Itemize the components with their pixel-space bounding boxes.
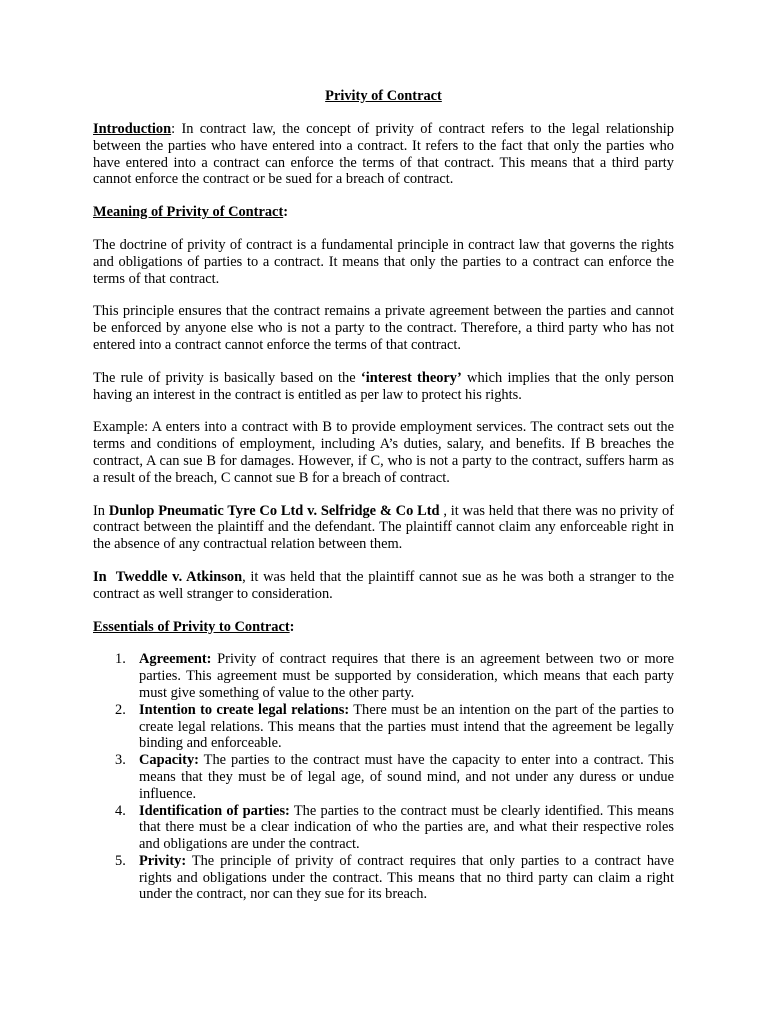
interest-theory-term: ‘interest theory’ (360, 369, 462, 386)
intro-paragraph (93, 121, 674, 188)
list-item (93, 853, 674, 903)
list-item (93, 752, 674, 802)
intro-label: Introduction (93, 121, 172, 137)
tweddle-case-after: , it was held that the plaintiff cannot sue as he was both a stranger to the contract as well stranger to consideration. (93, 568, 674, 602)
list-item-term: Privity: (139, 852, 187, 869)
list-item-number: 4. (115, 802, 126, 819)
dunlop-case-after: , it was held that there was no privity of contract between the plaintiff and the defendant. The plaintiff cannot claim any enforceable right in the absence of any contractual relation between them. (93, 502, 674, 553)
essentials-heading-text: Essentials of Privity to Contract (93, 618, 290, 635)
essentials-list (93, 651, 674, 903)
list-item-term: Intention to create legal relations: (139, 701, 350, 718)
dunlop-case-before: In (93, 502, 109, 519)
list-item (93, 651, 674, 701)
list-item-text: The principle of privity of contract requires that only parties to a contract have rights and obligations under the contract. This means that no third party can claim a right under the contract, nor can they sue for its breach. (139, 852, 674, 903)
list-item-number: 3. (115, 752, 126, 769)
interest-theory-before: The rule of privity is basically based on the (93, 369, 361, 386)
list-item-term: Identification of parties: (139, 802, 290, 819)
example-paragraph: Example: A enters into a contract with B to provide employment services. The contract sets out the terms and conditions of employment, including A’s duties, salary, and benefits. If B breaches the contract, A can sue B for damages. However, if C, who is not a party to the contract, suffers harm as a result of the breach, C cannot sue B for a breach of contract. (93, 419, 674, 486)
dunlop-case-name: Dunlop Pneumatic Tyre Co Ltd v. Selfridge & Co Ltd (108, 502, 440, 519)
meaning-heading (93, 204, 674, 221)
list-item-text: The parties to the contract must have the capacity to enter into a contract. This means that they must be of legal age, of sound mind, and not under any duress or undue influence. (139, 752, 674, 802)
intro-text: In contract law, the concept of privity of contract refers to the legal relationship between the parties who have entered into a contract. It refers to the fact that only the parties who have entered into a contract can enforce the terms of that contract. This means that a third party cannot enforce the contract or be sued for a breach of contract. (93, 121, 674, 188)
list-item-term: Agreement: (139, 651, 212, 668)
meaning-paragraph-1: The doctrine of privity of contract is a fundamental principle in contract law that governs the rights and obligations of parties to a contract. It means that only the parties to a contract can enforce the terms of that contract. (93, 236, 674, 287)
interest-theory-paragraph (93, 370, 674, 404)
tweddle-case-paragraph (93, 569, 674, 603)
list-item-text: The parties to the contract must be clearly identified. This means that there must be a clear indication of who the parties are, and what their respective roles and obligations are under the contract. (139, 802, 674, 853)
meaning-heading-colon: : (283, 204, 289, 221)
list-item-number: 5. (115, 852, 126, 869)
intro-colon: : (171, 121, 176, 137)
interest-theory-after: which implies that the only person having an interest in the contract is entitled as per law to protect his rights. (93, 369, 674, 403)
list-item-number: 1. (115, 651, 126, 668)
meaning-paragraph-2: This principle ensures that the contract remains a private agreement between the parties and cannot be enforced by anyone else who is not a party to the contract. Therefore, a third party who has not entered into a contract cannot enforce the terms of that contract. (93, 303, 674, 353)
tweddle-case-name: In Tweddle v. Atkinson (93, 568, 243, 585)
list-item (93, 702, 674, 752)
list-item-term: Capacity: (139, 752, 199, 769)
page-title: Privity of Contract (325, 88, 442, 104)
list-item-number: 2. (115, 701, 126, 718)
essentials-heading-colon: : (289, 618, 295, 635)
list-item-text: There must be an intention on the part of the parties to create legal relations. This means that the parties must intend that the agreement be legally binding and enforceable. (139, 701, 675, 752)
document-body (93, 88, 674, 903)
list-item (93, 803, 674, 853)
essentials-heading (93, 619, 674, 636)
dunlop-case-paragraph (93, 503, 674, 553)
meaning-heading-text: Meaning of Privity of Contract (93, 204, 284, 221)
list-item-text: Privity of contract requires that there is an agreement between two or more parties. This agreement must be supported by consideration, which means that each party must give something of value to the other party. (139, 651, 674, 701)
